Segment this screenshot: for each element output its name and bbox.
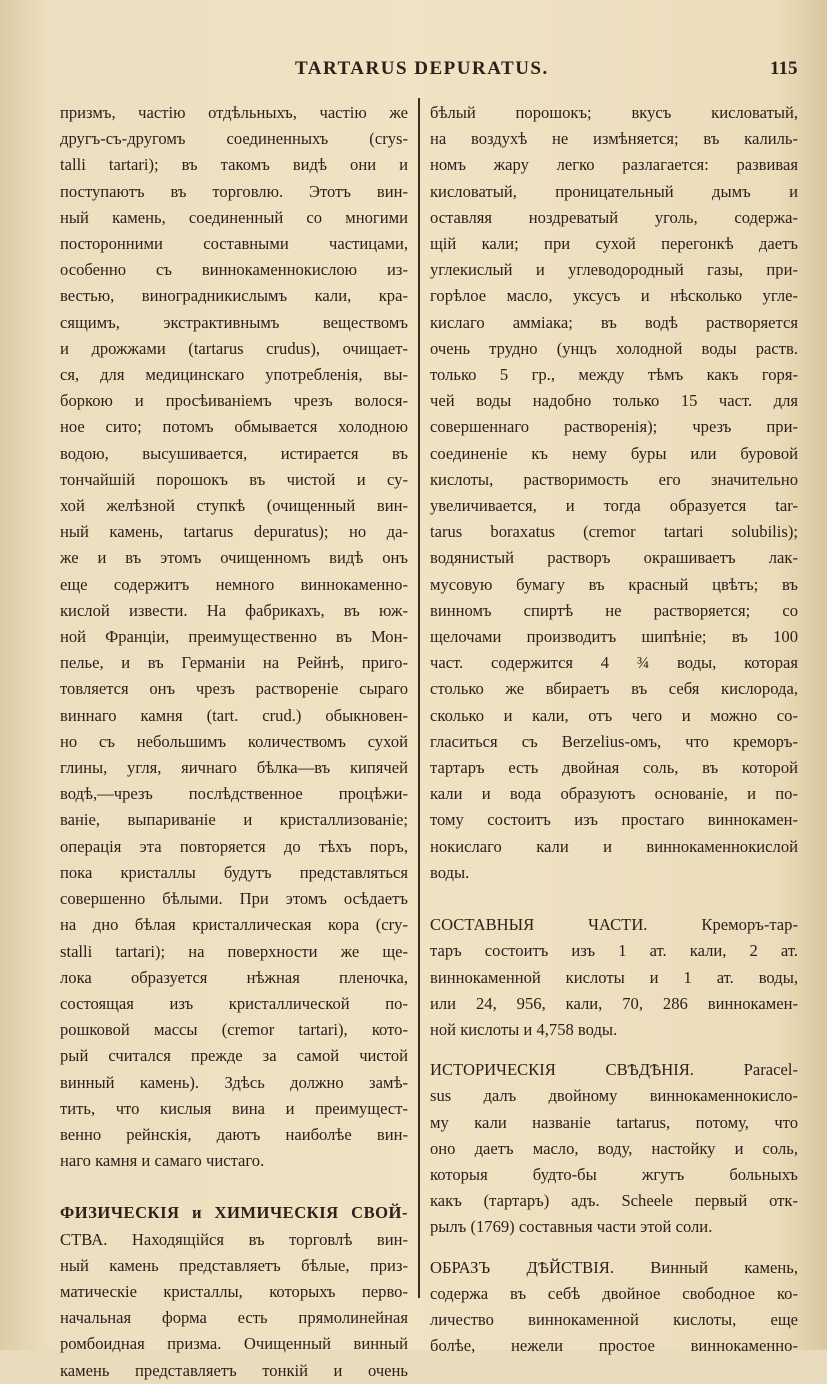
text-line: рый считался прежде за самой чистой (60, 1046, 408, 1066)
text-line: ваніе, выпариваніе и кристаллизованіе; (60, 810, 408, 830)
text-line: ный камень представляетъ бѣлые, приз- (60, 1255, 408, 1275)
text-line: тончайшій порошокъ въ чистой и су- (60, 469, 408, 489)
text-line: пока кристаллы будутъ представляться (60, 862, 408, 882)
text-line: виннокаменной кислоты и 1 ат. воды, (430, 967, 798, 987)
text-line: tarus boraxatus (cremor tartari solubilis); (430, 522, 798, 542)
text-line: но съ небольшимъ количествомъ сухой (60, 731, 408, 751)
text-line: же и въ этомъ очищенномъ видѣ онъ (60, 548, 408, 568)
text-line: глины, угля, яичнаго бѣлка—въ кипячей (60, 758, 408, 778)
text-line: винный камень). Здѣсь должно замѣ- (60, 1072, 408, 1092)
page-header (0, 58, 827, 86)
text-line: мусовую бумагу въ красный цвѣтъ; въ (430, 574, 798, 594)
text-line: тартаръ есть двойная соль, въ которой (430, 758, 798, 778)
text-line: которыя будто-бы жгутъ больныхъ (430, 1164, 798, 1184)
text-line: горѣлое масло, уксусъ и нѣсколько угле- (430, 286, 798, 306)
paragraph-spacer (430, 886, 798, 912)
text-line: камень представляетъ тонкій и очень (60, 1360, 408, 1380)
text-line: операція эта повторяется до тѣхъ поръ, (60, 836, 408, 856)
text-line: ромбоидная призма. Очищенный винный (60, 1334, 408, 1354)
text-line: гласиться съ Berzelius-омъ, что креморъ- (430, 731, 798, 751)
text-line: talli tartari); въ такомъ видѣ они и (60, 155, 408, 175)
text-line: и дрожжами (tartarus crudus), очищает- (60, 338, 408, 358)
text-line: кислаго аммiака; въ водѣ растворяется (430, 312, 798, 332)
text-line: углекислый и углеводородный газы, при- (430, 260, 798, 280)
text-line: сящимъ, экстрактивнымъ веществомъ (60, 312, 408, 332)
text-line: sus далъ двойному виннокаменнокисло- (430, 1086, 798, 1106)
text-line: болѣе, нежели простое виннокаменно- (430, 1336, 798, 1356)
text-line: состоящая изъ кристаллической по- (60, 993, 408, 1013)
text-line: тить, что кислыя вина и преимущест- (60, 1098, 408, 1118)
text-line: посторонними составными частицами, (60, 234, 408, 254)
text-line: номъ жару легко разлагается: развивая (430, 155, 798, 175)
text-line: поступаютъ въ торговлю. Этотъ вин- (60, 181, 408, 201)
text-line: увеличивается, и тогда образуется tar- (430, 496, 798, 516)
text-line: виннаго камня (tart. crud.) обыкновен- (60, 705, 408, 725)
text-line: СТВА. Находящійся въ торговлѣ вин- (60, 1229, 408, 1249)
text-line: содержа въ себѣ двойное свободное ко- (430, 1283, 798, 1303)
text-line: таръ состоитъ изъ 1 ат. кали, 2 ат. (430, 941, 798, 961)
text-line: оно даетъ масло, воду, настойку и соль, (430, 1138, 798, 1158)
right-column (430, 100, 798, 1359)
text-line: хой желѣзной ступкѣ (очищенный вин- (60, 496, 408, 516)
text-line: водою, высушивается, истирается въ (60, 443, 408, 463)
text-line: ный камень, tartarus depuratus); но да- (60, 522, 408, 542)
text-line: оставляя ноздреватый уголь, содержа- (430, 207, 798, 227)
text-line: столько же вбираетъ въ себя кислорода, (430, 679, 798, 699)
paragraph-spacer (430, 1241, 798, 1255)
text-line: рылъ (1769) составныя части этой соли. (430, 1217, 713, 1237)
text-line: товляется онъ чрезъ раствореніе сыраго (60, 679, 408, 699)
text-line: stalli tartari); на поверхности же ще- (60, 941, 408, 961)
text-line: вестью, виноградникислымъ кали, кра- (60, 286, 408, 306)
text-line: призмъ, частію отдѣльныхъ, частію же (60, 103, 408, 122)
text-line: ОБРАЗЪ ДѢЙСТВІЯ. Винный камень, (430, 1257, 798, 1277)
text-line: сколько и кали, отъ чего и можно со- (430, 705, 798, 725)
text-line: ный камень, соединенный со многими (60, 207, 408, 227)
text-line: наго камня и самаго чистаго. (60, 1151, 265, 1171)
text-line: соединеніе къ нему буры или буровой (430, 443, 798, 463)
text-line: на воздухѣ не измѣняется; въ калиль- (430, 129, 798, 149)
text-line: част. содержится 4 ¾ воды, которая (430, 653, 798, 673)
text-line: бѣлый порошокъ; вкусъ кисловатый, (430, 103, 798, 122)
text-line: щелочами производитъ шипѣніе; въ 100 (430, 627, 798, 647)
text-line: очень трудно (унцъ холодной воды раств. (430, 338, 798, 358)
text-line: водянистый растворъ окрашиваетъ лак- (430, 548, 798, 568)
text-line: какъ (тартаръ) адъ. Scheele первый отк- (430, 1191, 798, 1211)
text-line: только 5 гр., между тѣмъ какъ горя- (430, 365, 798, 385)
text-line: другъ-съ-другомъ соединенныхъ (crys- (60, 129, 408, 149)
text-line: щій кали; при сухой перегонкѣ даетъ (430, 234, 798, 254)
text-line: водѣ,—чрезъ послѣдственное процѣжи- (60, 784, 408, 804)
text-line: ное сито; потомъ обмывается холодною (60, 417, 408, 437)
text-line: кисловатый, проницательный дымъ и (430, 181, 798, 201)
left-column (60, 100, 408, 1384)
text-line: кислоты, растворимость его значительно (430, 469, 798, 489)
text-line: пелье, и въ Германіи на Рейнѣ, приго- (60, 653, 408, 673)
text-line: винномъ спиртѣ не растворяется; со (430, 600, 798, 620)
text-line: ИСТОРИЧЕСКІЯ СВѢДѢНІЯ. Paracel- (430, 1060, 798, 1080)
text-line: особенно съ виннокаменнокислою из- (60, 260, 408, 280)
text-line: ной Франціи, преимущественно въ Мон- (60, 627, 408, 647)
paragraph-spacer (60, 1174, 408, 1200)
text-line: совершеннаго растворенія); чрезъ при- (430, 417, 798, 437)
text-line: кислой извести. На фабрикахъ, въ юж- (60, 600, 408, 620)
text-line: кали и вода образуютъ основаніе, и по- (430, 784, 798, 804)
text-line: еще содержитъ немного виннокаменно- (60, 574, 408, 594)
text-line: совершенно бѣлыми. При этомъ осѣдаетъ (60, 889, 408, 909)
text-line: воды. (430, 862, 470, 882)
text-line: ся, для медицинскаго употребленія, вы- (60, 365, 408, 385)
text-line: му кали названіе tartarus, потому, что (430, 1112, 798, 1132)
text-line: чей воды надобно только 15 част. для (430, 391, 798, 411)
text-line: или 24, 956, кали, 70, 286 виннокамен- (430, 993, 798, 1013)
text-line: венно рейнскія, даютъ наиболѣе вин- (60, 1124, 408, 1144)
text-line: личество виннокаменной кислоты, еще (430, 1309, 798, 1329)
text-line: матическіе кристаллы, которыхъ перво- (60, 1281, 408, 1301)
text-line: лока образуется нѣжная пленочка, (60, 967, 408, 987)
text-line: на дно бѣлая кристаллическая кора (cry- (60, 915, 408, 935)
text-line: ной кислоты и 4,758 воды. (430, 1019, 618, 1039)
page-number: 115 (770, 58, 798, 79)
text-line: рошковой массы (cremor tartari), кото- (60, 1020, 408, 1040)
section-heading: ФИЗИЧЕСКІЯ и ХИМИЧЕСКІЯ СВОЙ- (60, 1203, 408, 1223)
text-line: боркою и просѣиваніемъ чрезъ волося- (60, 391, 408, 411)
text-line: тому состоитъ изъ простаго виннокамен- (430, 810, 798, 830)
column-divider (418, 98, 420, 1298)
text-line: начальная форма есть прямолинейная (60, 1308, 408, 1328)
running-title: TARTARUS DEPURATUS. (295, 58, 549, 79)
text-line: нокислаго кали и виннокаменнокислой (430, 836, 798, 856)
paragraph-spacer (430, 1043, 798, 1057)
text-line: СОСТАВНЫЯ ЧАСТИ. Креморъ-тар- (430, 915, 798, 935)
